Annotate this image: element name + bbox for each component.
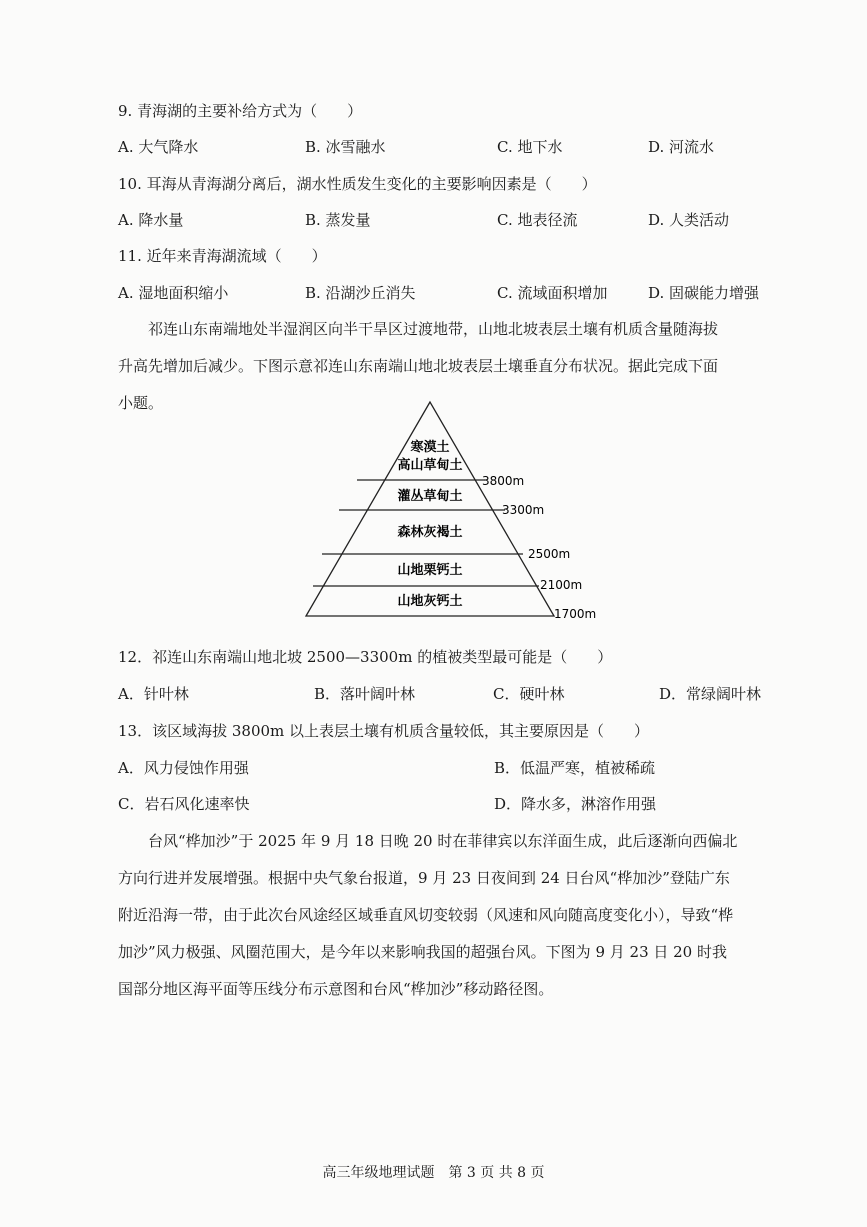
- question-10-stem: 10. 耳海从青海湖分离后，湖水性质发生变化的主要影响因素是（ ）: [118, 175, 597, 193]
- passage-soil-line-1: 祁连山东南端地处半湿润区向半干旱区过渡地带，山地北坡表层土壤有机质含量随海拔: [148, 320, 719, 338]
- q12-option-a: A．针叶林: [118, 685, 189, 703]
- question-11-stem: 11. 近年来青海湖流域（ ）: [118, 247, 327, 265]
- elevation-1700: 1700m: [554, 607, 597, 621]
- elevation-3300: 3300m: [502, 503, 545, 517]
- q9-option-c: C. 地下水: [497, 138, 563, 156]
- q10-option-b: B. 蒸发量: [305, 211, 371, 229]
- q10-option-c: C. 地表径流: [497, 211, 578, 229]
- q9-option-d: D. 河流水: [648, 138, 715, 156]
- q11-option-c: C. 流域面积增加: [497, 284, 608, 302]
- passage-typhoon: [118, 823, 790, 1008]
- question-12-stem: 12．祁连山东南端山地北坡 2500—3300m 的植被类型最可能是（ ）: [118, 648, 613, 666]
- passage-typhoon-line-1: 台风“桦加沙”于 2025 年 9 月 18 日晚 20 时在菲律宾以东洋面生成，此后逐渐向西偏北: [148, 832, 738, 850]
- zone-label-sierozem: 山地灰钙土: [397, 594, 463, 609]
- passage-typhoon-line-5: 国部分地区海平面等压线分布示意图和台风“桦加沙”移动路径图。: [118, 980, 554, 998]
- zone-label-shrub-meadow: 灌丛草甸土: [397, 489, 463, 504]
- passage-soil-line-2: 升高先增加后减少。下图示意祁连山东南端山地北坡表层土壤垂直分布状况。据此完成下面: [118, 357, 719, 375]
- zone-label-chestnut: 山地栗钙土: [397, 563, 463, 578]
- zone-label-cold-desert: 寒漠土: [410, 440, 450, 455]
- q9-option-b: B. 冰雪融水: [305, 138, 386, 156]
- page-footer: 高三年级地理试题 第 3 页 共 8 页: [322, 1165, 545, 1181]
- passage-soil-line-3: 小题。: [118, 394, 164, 412]
- elevation-2500: 2500m: [528, 547, 571, 561]
- question-13-stem: 13．该区域海拔 3800m 以上表层土壤有机质含量较低，其主要原因是（ ）: [118, 722, 650, 740]
- elevation-2100: 2100m: [540, 578, 583, 592]
- q9-option-a: A. 大气降水: [118, 138, 199, 156]
- q12-option-d: D．常绿阔叶林: [659, 685, 762, 703]
- q12-option-b: B．落叶阔叶林: [314, 685, 416, 703]
- q11-option-d: D. 固碳能力增强: [648, 284, 760, 302]
- q13-option-b: B．低温严寒，植被稀疏: [494, 759, 656, 777]
- q13-option-c: C．岩石风化速率快: [118, 795, 250, 813]
- q10-option-d: D. 人类活动: [648, 211, 730, 229]
- elevation-3800: 3800m: [482, 474, 525, 488]
- q10-option-a: A. 降水量: [118, 211, 184, 229]
- soil-vertical-distribution-diagram: [290, 396, 610, 624]
- q13-option-d: D．降水多，淋溶作用强: [494, 795, 657, 813]
- passage-typhoon-line-2: 方向行进并发展增强。根据中央气象台报道，9 月 23 日夜间到 24 日台风“桦加沙”登陆广东: [118, 869, 730, 887]
- zone-label-alpine-meadow: 高山草甸土: [397, 458, 463, 473]
- passage-typhoon-line-4: 加沙”风力极强、风圈范围大，是今年以来影响我国的超强台风。下图为 9 月 23 日 20 时我: [118, 943, 727, 961]
- question-9-stem: 9. 青海湖的主要补给方式为（ ）: [118, 102, 363, 120]
- q11-option-b: B. 沿湖沙丘消失: [305, 284, 416, 302]
- q11-option-a: A. 湿地面积缩小: [118, 284, 229, 302]
- q13-option-a: A．风力侵蚀作用强: [118, 759, 249, 777]
- q12-option-c: C．硬叶林: [493, 685, 565, 703]
- passage-typhoon-line-3: 附近沿海一带，由于此次台风途经区域垂直风切变较弱（风速和风向随高度变化小），导致“桦: [118, 906, 734, 924]
- zone-label-forest-grey-brown: 森林灰褐土: [397, 525, 463, 540]
